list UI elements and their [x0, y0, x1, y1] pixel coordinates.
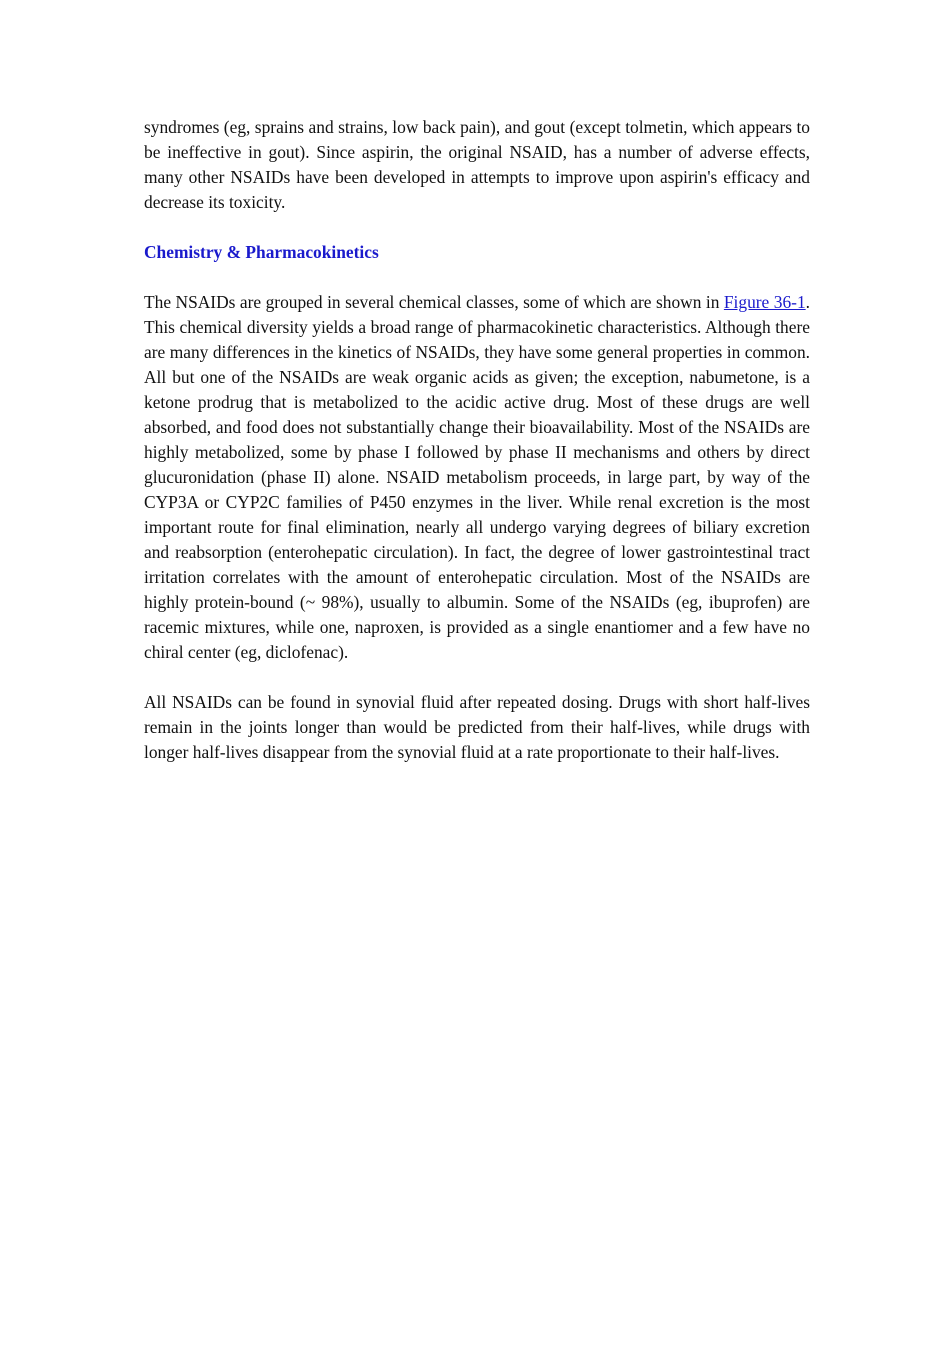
- synovial-paragraph: All NSAIDs can be found in synovial fluid after repeated dosing. Drugs with short half-lives remain in the joints longer than would be predicted from their half-lives, while drugs with longer half-lives disappear from the synovial fluid at a rate proportionate to their half-lives.: [144, 692, 810, 762]
- spacer: [144, 215, 810, 240]
- spacer: [144, 665, 810, 690]
- document-page: [144, 115, 810, 765]
- spacer: [144, 265, 810, 290]
- chemistry-text-start: The NSAIDs are grouped in several chemical classes, some of which are shown in: [144, 292, 724, 312]
- figure-link[interactable]: Figure 36-1: [723, 292, 806, 312]
- chemistry-paragraph: [144, 290, 810, 665]
- chemistry-text-rest: . This chemical diversity yields a broad range of pharmacokinetic characteristics. Although there are many differences in the kinetics of NSAIDs, they have some general properties in common. All but one of the NSAIDs are weak organic acids as given; the exception, nabumetone, is a ketone prodrug that is metabolized to the acidic active drug. Most of these drugs are well absorbed, and food does not substantially change their bioavailability. Most of the NSAIDs are highly metabolized, some by phase I followed by phase II mechanisms and others by direct glucuronidation (phase II) alone. NSAID metabolism proceeds, in large part, by way of the CYP3A or CYP2C families of P450 enzymes in the liver. While renal excretion is the most important route for final elimination, nearly all undergo varying degrees of biliary excretion and reabsorption (enterohepatic circulation). In fact, the degree of lower gastrointestinal tract irritation correlates with the amount of enterohepatic circulation. Most of the NSAIDs are highly protein-bound (~ 98%), usually to albumin. Some of the NSAIDs (eg, ibuprofen) are racemic mixtures, while one, naproxen, is provided as a single enantiomer and a few have no chiral center (eg, diclofenac).: [144, 292, 810, 662]
- intro-paragraph: syndromes (eg, sprains and strains, low back pain), and gout (except tolmetin, which appears to be ineffective in gout). Since aspirin, the original NSAID, has a number of adverse effects, many other NSAIDs have been developed in attempts to improve upon aspirin's efficacy and decrease its toxicity.: [144, 117, 810, 212]
- section-heading: Chemistry & Pharmacokinetics: [144, 242, 379, 262]
